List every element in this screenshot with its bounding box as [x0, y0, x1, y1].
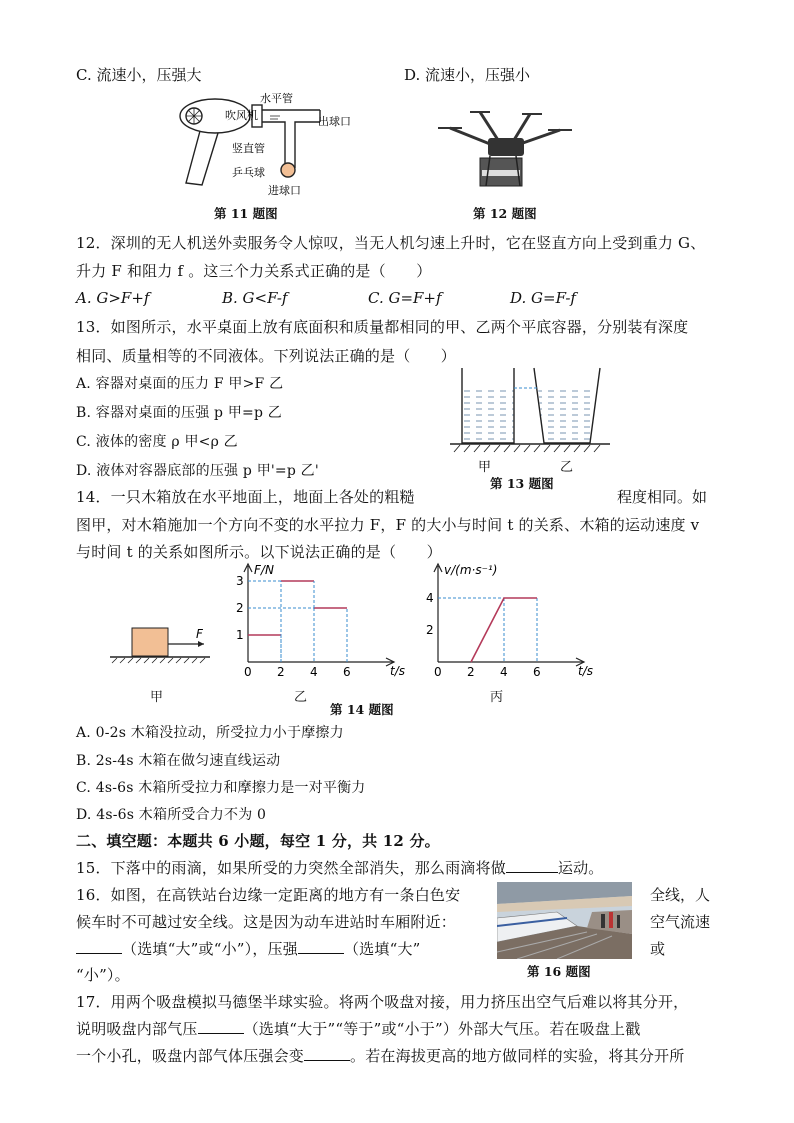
caption-figure-16: 第 16 题图 — [527, 964, 591, 979]
q14-option-b: B. 2s-4s 木箱在做匀速直线运动 — [76, 753, 281, 769]
q17-blank-pressure-compare[interactable] — [198, 1019, 244, 1034]
chart-bing-xtick: 2 — [467, 665, 475, 679]
chart-yi-xlabel: t/s — [390, 664, 405, 678]
chart-yi-xtick: 0 — [244, 665, 252, 679]
label-ball: 乒乓球 — [232, 166, 265, 179]
chart-force-time — [228, 560, 410, 682]
q14-stem-line1a: 14．一只木箱放在水平地面上，地面上各处的粗糙 — [76, 488, 415, 506]
q12-option-d: D. G=F-f — [510, 289, 576, 307]
q14-stem-line1b: 程度相同。如 — [617, 488, 708, 506]
chart-bing-axes — [434, 564, 584, 666]
q15-pre: 15．下落中的雨滴，如果所受的力突然全部消失，那么雨滴将做 — [76, 859, 506, 877]
figure-14-jia-box — [110, 620, 220, 670]
chart-yi-xtick: 4 — [310, 665, 318, 679]
q13-option-d: D. 液体对容器底部的压强 p 甲'=p 乙' — [76, 463, 319, 479]
q14-stem-line2: 图甲，对木箱施加一个方向不变的水平拉力 F，F 的大小与时间 t 的关系、木箱的运动速度 v — [76, 516, 700, 534]
figure-16-train-photo — [497, 882, 632, 959]
q15-line — [76, 857, 604, 878]
chart-bing-ytick: 4 — [426, 591, 434, 605]
chart-yi-ylabel: F/N — [254, 563, 274, 577]
q11-option-d: D. 流速小，压强小 — [404, 66, 531, 84]
q12-stem-line1: 12．深圳的无人机送外卖服务令人惊叹，当无人机匀速上升时，它在竖直方向上受到重力 G、 — [76, 234, 706, 252]
q13-option-b: B. 容器对桌面的压强 p 甲=p 乙 — [76, 405, 282, 421]
q12-option-a: A. G>F+f — [76, 289, 150, 307]
q16-blank-speed[interactable] — [76, 939, 122, 954]
section-2-heading: 二、填空题：本题共 6 小题，每空 1 分，共 12 分。 — [76, 832, 440, 850]
chart-yi-xtick: 6 — [343, 665, 351, 679]
q15-post: 运动。 — [557, 859, 604, 877]
label-horizontal-pipe: 水平管 — [260, 92, 293, 105]
q14-stem-line3: 与时间 t 的关系如图所示。以下说法正确的是（ ） — [76, 543, 442, 561]
q16-line1b: 全线，人 — [650, 886, 711, 904]
q12-option-b: B. G<F-f — [222, 289, 288, 307]
chart-bing-xtick: 4 — [500, 665, 508, 679]
q16-line3a: （选填“大”或“小”），压强 — [122, 940, 298, 958]
q11-option-c: C. 流速小，压强大 — [76, 66, 202, 84]
chart-bing-xtick: 6 — [533, 665, 541, 679]
chart-yi-ytick: 2 — [236, 601, 244, 615]
chart-velocity-time — [418, 560, 596, 682]
chart-yi-ytick: 3 — [236, 574, 244, 588]
q16-line2b: 空气流速 — [650, 913, 711, 931]
q17-line3 — [76, 1045, 684, 1066]
fig14-label-yi: 乙 — [294, 690, 308, 705]
q13-option-a: A. 容器对桌面的压力 F 甲>F 乙 — [76, 376, 284, 392]
chart-bing-xtick: 0 — [434, 665, 442, 679]
q17-line2b: （选填“大于”“等于”或“小于”）外部大气压。若在吸盘上戳 — [243, 1020, 641, 1038]
chart-bing-xlabel: t/s — [578, 664, 593, 678]
q17-blank-pressure-change[interactable] — [304, 1046, 350, 1061]
q14-option-c: C. 4s-6s 木箱所受拉力和摩擦力是一对平衡力 — [76, 780, 366, 796]
q16-line4: “小”）。 — [76, 966, 130, 984]
q16-blank-pressure[interactable] — [298, 939, 344, 954]
q16-line2a: 候车时不可越过安全线。这是因为动车进站时车厢附近： — [76, 913, 457, 931]
q12-stem-line2: 升力 F 和阻力 f 。这三个力关系式正确的是（ ） — [76, 262, 432, 280]
q16-line1a: 16．如图，在高铁站台边缘一定距离的地方有一条白色安 — [76, 886, 461, 904]
chart-bing-ylabel: v/(m·s⁻¹) — [444, 563, 498, 577]
q17-line3a: 一个小孔，吸盘内部气体压强会变 — [76, 1047, 305, 1065]
q16-line3 — [76, 938, 421, 959]
q17-line1: 17．用两个吸盘模拟马德堡半球实验。将两个吸盘对接，用力挤压出空气后难以将其分开， — [76, 993, 689, 1011]
figure-11-blower — [170, 88, 370, 198]
caption-figure-14: 第 14 题图 — [330, 702, 394, 717]
q17-line2a: 说明吸盘内部气压 — [76, 1020, 198, 1038]
chart-yi-ytick: 1 — [236, 628, 244, 642]
q15-answer-blank[interactable] — [506, 858, 558, 873]
q16-line3b: （选填“大” — [343, 940, 421, 958]
caption-figure-13: 第 13 题图 — [490, 476, 554, 491]
force-label: F — [196, 627, 203, 641]
label-yi-13: 乙 — [560, 460, 574, 475]
q14-option-a: A. 0-2s 木箱没拉动，所受拉力小于摩擦力 — [76, 725, 344, 741]
q13-stem-line2: 相同、质量相等的不同液体。下列说法正确的是（ ） — [76, 347, 457, 365]
fig14-label-jia: 甲 — [150, 690, 164, 705]
q17-line2 — [76, 1018, 640, 1039]
q13-stem-line1: 13．如图所示，水平桌面上放有底面积和质量都相同的甲、乙两个平底容器，分别装有深度 — [76, 318, 689, 336]
chart-yi-axes — [244, 564, 394, 666]
label-vertical-pipe: 竖直管 — [232, 142, 265, 155]
figure-12-drone — [430, 100, 580, 195]
label-blower: 吹风机 — [225, 109, 258, 122]
q16-line3c: 或 — [650, 940, 666, 958]
chart-yi-xtick: 2 — [277, 665, 285, 679]
label-jia-13: 甲 — [478, 460, 492, 475]
q13-option-c: C. 液体的密度 ρ 甲<ρ 乙 — [76, 434, 238, 450]
q17-line3b: 。若在海拔更高的地方做同样的实验，将其分开所 — [350, 1047, 685, 1065]
caption-figure-12: 第 12 题图 — [473, 206, 537, 221]
q14-option-d: D. 4s-6s 木箱所受合力不为 0 — [76, 807, 267, 823]
label-inlet: 进球口 — [268, 184, 301, 197]
caption-figure-11: 第 11 题图 — [214, 206, 278, 221]
q12-option-c: C. G=F+f — [368, 289, 442, 307]
chart-bing-ytick: 2 — [426, 623, 434, 637]
figure-13-containers — [450, 364, 610, 454]
label-outlet: 出球口 — [318, 115, 351, 128]
fig14-label-bing: 丙 — [490, 690, 504, 705]
